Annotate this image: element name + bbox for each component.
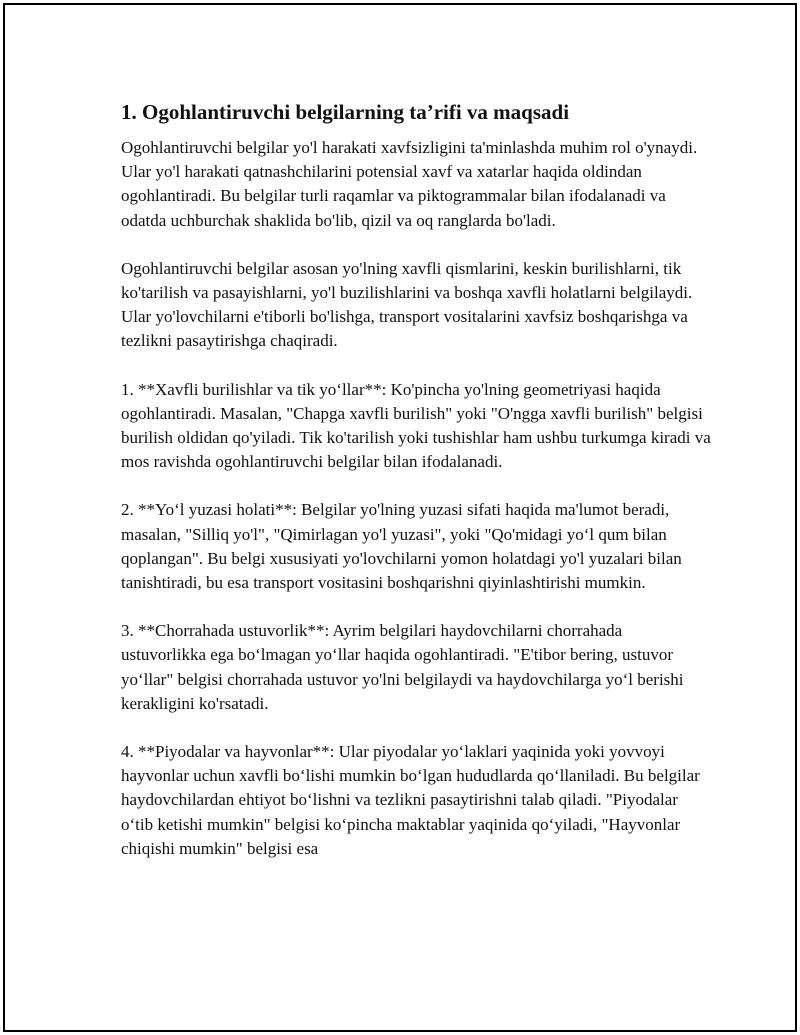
list-item-pedestrians-animals: 4. **Piyodalar va hayvonlar**: Ular piyodalar yo‘laklari yaqinida yoki yovvoyi hayvonlar uchun xavfli bo‘lishi mumkin bo‘lgan hududlarda qo‘llaniladi. Bu belgilar haydovchilardan ehtiyot bo‘lishni va tezlikni pasaytirishni talab qiladi. "Piyodalar o‘tib ketishi mumkin" belgisi ko‘pincha maktablar yaqinida qo‘yiladi, "Hayvonlar chiqishi mumkin" belgisi esa	[121, 742, 700, 858]
section-title: 1. Ogohlantiruvchi belgilarning ta’rifi va maqsadi	[121, 100, 570, 124]
list-item-dangerous-curves: 1. **Xavfli burilishlar va tik yo‘llar**: Ko'pincha yo'lning geometriyasi haqida ogohlantiradi. Masalan, "Chapga xavfli burilish" yoki "O'ngga xavfli burilish" belgisi burilish oldidan qo'yiladi. Tik ko'tarilish yoki tushishlar ham ushbu turkumga kiradi va mos ravishda ogohlantiruvchi belgilar bilan ifodalanadi.	[121, 379, 711, 472]
paragraph-overview: Ogohlantiruvchi belgilar asosan yo'lning xavfli qismlarini, keskin burilishlarni, tik ko'tarilish va pasayishlarni, yo'l buzilishlarini va boshqa xavfli holatlarni belgilaydi. Ular yo'lovchilarni e'tiborli bo'lishga, transport vositalarini xavfsiz boshqarishga va tezlikni pasaytirishga chaqiradi.	[121, 258, 693, 351]
paragraph-intro: Ogohlantiruvchi belgilar yo'l harakati xavfsizligini ta'minlashda muhim rol o'ynaydi. Ular yo'l harakati qatnashchilarini potensial xavf va xatarlar haqida oldindan ogohlantiradi. Bu belgilar turli raqamlar va piktogrammalar bilan ifodalanadi va odatda uchburchak shaklida bo'lib, qizil va oq ranglarda bo'ladi.	[121, 138, 698, 230]
list-item-road-surface: 2. **Yo‘l yuzasi holati**: Belgilar yo'lning yuzasi sifati haqida ma'lumot beradi, masalan, "Silliq yo'l", "Qimirlagan yo'l yuzasi", yoki "Qo'midagi yo‘l qum bilan qoplangan". Bu belgi xususiyati yo'lovchilarni yomon holatdagi yo'l yuzalari bilan tanishtiradi, bu esa transport vositasini boshqarishni qiyinlashtirishi mumkin.	[121, 500, 682, 593]
page-frame	[3, 3, 797, 1032]
list-item-intersection-priority: 3. **Chorrahada ustuvorlik**: Ayrim belgilari haydovchilarni chorrahada ustuvorlikka ega bo‘lmagan yo‘llar haqida ogohlantiradi. "E'tibor bering, ustuvor yo‘llar" belgisi chorrahada ustuvor yo'lni belgilaydi va haydovchilarga yo‘l berishi kerakligini ko'rsatadi.	[121, 621, 684, 713]
document-body	[121, 98, 711, 885]
